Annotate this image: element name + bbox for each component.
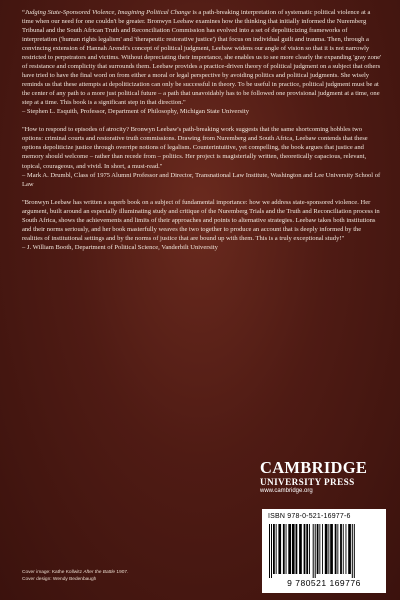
publisher-logo <box>260 460 390 495</box>
endorsement-booth <box>22 198 382 252</box>
endorsement-text: "Bronwyn Leebaw has written a superb book on a subject of fundamental importance: how we address state-sponsored violence. Her argument, built around an especially illuminating study and critique of the Nuremberg Trials and the Truth and Reconciliation process in South Africa, shows the achievements and limits of their approaches and points to alternative strategies. Leebaw takes both institutions and their norms seriously, and her book masterfully weaves the two together to produce an account that is deeply informed by the realities of institutional settings and by the norms of justice that are bound up with them. This is a truly exceptional study!" <box>22 198 380 242</box>
cover-credits <box>22 569 242 584</box>
endorsement-esquith <box>22 8 382 116</box>
endorsement-attribution: – Mark A. Drumbl, Class of 1975 Alumni Professor and Director, Transnational Law Institute, Washington and Lee University School of Law <box>22 171 381 188</box>
isbn-label: ISBN 978-0-521-16977-6 <box>268 513 351 520</box>
book-title: Judging State-Sponsored Violence, Imagining Political Change <box>24 9 191 16</box>
barcode-digits: 9 780521 169776 <box>287 578 361 588</box>
publisher-press: UNIVERSITY PRESS <box>260 476 355 487</box>
endorsement-body: is a path-breaking interpretation of systematic political violence at a time when our need for one couldn't be greater. Bronwyn Leebaw examines how the thinking that initially informed the Nuremberg Tribunal and the South African Truth and Reconciliation Commission has evolved into a set of depoliticizing frameworks of interpretation ('human rights legalism' and 'therapeutic restorative justice') that focus on individual guilt and trauma. Then, through a convincing extension of Hannah Arendt's concept of political judgment, Leebaw widens our angle of vision so that it is not narrowly restricted to perpetrators and victims. Without depreciating their importance, she enables us to see more clearly the expanding 'gray zone' of resistance and complicity that surrounds them. Leebaw provides a practice-driven theory of political judgment on a subject that others have tried to have the final word on from either a moral or legal perspective by avoiding politics and political judgments. She wisely reminds us that these attempts at depoliticization can only be successful in theory. To be useful in practice, political judgment must be at the center of any path to a more just political future – a path that unavoidably has to be followed one provisional judgment at a time, one step at a time. This book is a significant step in that direction." <box>22 9 382 107</box>
cover-design-credit: Cover design: Wendy Bedenbaugh <box>22 577 97 583</box>
publisher-url: www.cambridge.org <box>260 487 313 494</box>
cover-image-credit-prefix: Cover image: Kathe Kollwitz <box>22 570 84 575</box>
barcode-panel <box>262 509 386 593</box>
endorsement-attribution: – J. William Booth, Department of Political Science, Vanderbilt University <box>22 243 218 251</box>
cover-image-credit-suffix: 1907. <box>115 570 129 575</box>
endorsement-text: “Judging State-Sponsored Violence, Imagining Political Change is a path-breaking interpretation of systematic political violence at a time when our need for one couldn't be greater. Bronwyn Leebaw examines how the thinking that initially informed the Nuremberg Tribunal and the South African Truth and Reconciliation Commission has evolved into a set of depoliticizing frameworks of interpretation ('human rights legalism' and 'therapeutic restorative justice') that focus on individual guilt and trauma. Then, through a convincing extension of Hannah Arendt's concept of political judgment, Leebaw widens our angle of vision so that it is not narrowly restricted to perpetrators and victims. Without depreciating their importance, she enables us to see more clearly the expanding 'gray zone' of resistance and complicity that surrounds them. Leebaw provides a practice-driven theory of political judgment on a subject that others have tried to have the final word on from either a moral or legal perspective by avoiding politics and political judgments. She wisely reminds us that these attempts at depoliticization can only be successful in theory. To be useful in practice, political judgment must be at the center of any path to a more just political future – a path that unavoidably has to be followed one provisional judgment at a time, one step at a time. This book is a significant step in that direction." <box>22 9 382 107</box>
cover-image-title: After the Battle <box>83 570 116 575</box>
barcode-icon <box>268 524 380 578</box>
endorsement-attribution: – Stephen L. Esquith, Professor, Department of Philosophy, Michigan State University <box>22 108 249 116</box>
publisher-name: CAMBRIDGE <box>260 458 368 477</box>
endorsement-text: "How to respond to episodes of atrocity? Bronwyn Leebaw's path-breaking work suggests that the same shortcoming hobbles two options: criminal courts and restorative truth commissions. Drawing from Nuremberg and South Africa, Leebaw contends that these options depoliticize justice through overripe notions of legalism. Counterintuitive, yet compelling, the book argues that justice and memory should welcome – rather than recede from – politics. Her project is magisterially written, theoretically capacious, relevant, topical, courageous, and vivid. In short, a must-read." <box>22 126 368 170</box>
endorsement-drumbl <box>22 125 382 188</box>
endorsements <box>22 8 382 261</box>
cover-image-credit <box>22 569 242 576</box>
